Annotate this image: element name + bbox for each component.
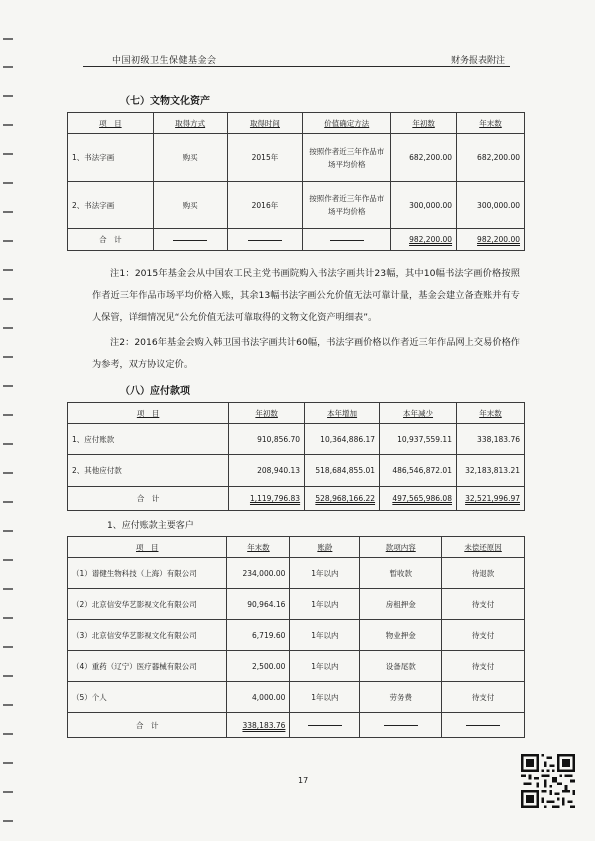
row-end: 300,000.00 <box>457 182 525 229</box>
col-method: 取得方式 <box>153 113 227 134</box>
row-end: 4,000.00 <box>227 682 290 713</box>
total-decrease: 497,565,986.08 <box>392 494 452 503</box>
row-end: 90,964.16 <box>227 589 290 620</box>
dash-placeholder <box>308 725 342 726</box>
row-end: 682,200.00 <box>457 134 525 182</box>
subsection-title: 1、应付账款主要客户 <box>107 521 194 531</box>
table-row <box>68 182 525 229</box>
col-item: 项 目 <box>68 403 229 424</box>
col-begin: 年初数 <box>229 403 305 424</box>
row-age: 1年以内 <box>290 558 360 589</box>
col-item: 项 目 <box>68 113 154 134</box>
row-item: （2）北京信安华艺影视文化有限公司 <box>68 589 227 620</box>
row-item: （5）个人 <box>68 682 227 713</box>
row-end: 338,183.76 <box>456 424 524 455</box>
row-begin: 682,200.00 <box>391 134 457 182</box>
table-row <box>68 589 525 620</box>
total-label: 合 计 <box>68 487 229 511</box>
row-increase: 518,684,855.01 <box>305 455 380 487</box>
row-method: 购买 <box>153 182 227 229</box>
col-item: 项 目 <box>68 537 227 558</box>
total-row <box>68 713 525 738</box>
section-name: 财务报表附注 <box>450 56 505 66</box>
col-end: 年末数 <box>456 403 524 424</box>
row-age: 1年以内 <box>290 682 360 713</box>
row-item: （3）北京信安华艺影视文化有限公司 <box>68 620 227 651</box>
binding-margin <box>0 0 22 841</box>
qr-code-icon <box>521 754 575 808</box>
col-reason: 未偿还原因 <box>442 537 525 558</box>
row-age: 1年以内 <box>290 651 360 682</box>
row-item: （1）谱健生物科技（上海）有限公司 <box>68 558 227 589</box>
cultural-assets-table <box>67 112 525 251</box>
row-reason: 待支付 <box>442 620 525 651</box>
row-item: 2、其他应付款 <box>68 455 229 487</box>
row-begin: 208,940.13 <box>229 455 305 487</box>
row-end: 234,000.00 <box>227 558 290 589</box>
row-begin: 910,856.70 <box>229 424 305 455</box>
col-decrease: 本年减少 <box>380 403 457 424</box>
row-item: （4）重药（辽宁）医疗器械有限公司 <box>68 651 227 682</box>
row-end: 6,719.60 <box>227 620 290 651</box>
total-begin: 982,200.00 <box>409 235 453 244</box>
table-row <box>68 455 525 487</box>
table-row <box>68 558 525 589</box>
total-label: 合 计 <box>68 229 154 251</box>
row-increase: 10,364,886.17 <box>305 424 380 455</box>
row-end: 2,500.00 <box>227 651 290 682</box>
total-end: 338,183.76 <box>242 720 286 730</box>
table-row <box>68 620 525 651</box>
row-end: 32,183,813.21 <box>456 455 524 487</box>
table-row <box>68 682 525 713</box>
row-item: 2、书法字画 <box>68 182 154 229</box>
dash-placeholder <box>330 240 364 241</box>
row-content: 物业押金 <box>360 620 442 651</box>
table-header-row <box>68 537 525 558</box>
row-content: 劳务费 <box>360 682 442 713</box>
row-time: 2015年 <box>227 134 303 182</box>
row-item: 1、书法字画 <box>68 134 154 182</box>
col-time: 取得时间 <box>227 113 303 134</box>
row-reason: 待支付 <box>442 682 525 713</box>
col-age: 账龄 <box>290 537 360 558</box>
row-valuation: 按照作者近三年作品市场平均价格 <box>303 182 391 229</box>
row-reason: 待退款 <box>442 558 525 589</box>
section7-title: （七）文物文化资产 <box>120 96 210 107</box>
total-begin: 1,119,796.83 <box>249 494 301 503</box>
row-time: 2016年 <box>227 182 303 229</box>
table-row <box>68 651 525 682</box>
row-item: 1、应付账款 <box>68 424 229 455</box>
row-reason: 待支付 <box>442 651 525 682</box>
payables-table <box>67 402 525 511</box>
note-2: 注2：2016年基金会购入韩卫国书法字画共计60幅，书法字画价格以作者近三年作品网上交易价格作为参考，双方协议定价。 <box>92 337 520 370</box>
row-decrease: 10,937,559.11 <box>380 424 457 455</box>
col-end: 年末数 <box>457 113 525 134</box>
row-age: 1年以内 <box>290 620 360 651</box>
total-label: 合 计 <box>68 713 227 738</box>
row-reason: 待支付 <box>442 589 525 620</box>
row-content: 设备尾款 <box>360 651 442 682</box>
row-age: 1年以内 <box>290 589 360 620</box>
table-header-row <box>68 113 525 134</box>
col-increase: 本年增加 <box>305 403 380 424</box>
dash-placeholder <box>466 725 500 726</box>
row-decrease: 486,546,872.01 <box>380 455 457 487</box>
header-divider <box>83 66 510 67</box>
payable-customers-table <box>67 536 525 738</box>
total-row <box>68 487 525 511</box>
row-content: 房租押金 <box>360 589 442 620</box>
col-valuation: 价值确定方法 <box>303 113 391 134</box>
col-content: 款项内容 <box>360 537 442 558</box>
total-increase: 528,968,166.22 <box>315 494 376 503</box>
row-begin: 300,000.00 <box>391 182 457 229</box>
dash-placeholder <box>248 240 282 241</box>
total-end: 982,200.00 <box>477 235 520 244</box>
page-number: 17 <box>298 776 309 785</box>
total-row <box>68 229 525 251</box>
col-end: 年末数 <box>227 537 290 558</box>
section8-title: （八）应付款项 <box>120 386 190 397</box>
row-content: 暂收款 <box>360 558 442 589</box>
note-1: 注1：2015年基金会从中国农工民主党书画院购入书法字画共计23幅，其中10幅书法字画价格按照作者近三年作品市场平均价格入账，其余13幅书法字画公允价值无法可靠计量，基金会建立备查账并有专人保管，详细情况见“公允价值无法可靠取得的文物文化资产明细表”。 <box>92 268 520 323</box>
table-row <box>68 424 525 455</box>
dash-placeholder <box>173 240 207 241</box>
table-row <box>68 134 525 182</box>
row-method: 购买 <box>153 134 227 182</box>
table-header-row <box>68 403 525 424</box>
org-name: 中国初级卫生保健基金会 <box>112 56 217 66</box>
row-valuation: 按照作者近三年作品市场平均价格 <box>303 134 391 182</box>
total-end: 32,521,996.97 <box>465 494 520 503</box>
col-begin: 年初数 <box>391 113 457 134</box>
dash-placeholder <box>384 725 418 726</box>
